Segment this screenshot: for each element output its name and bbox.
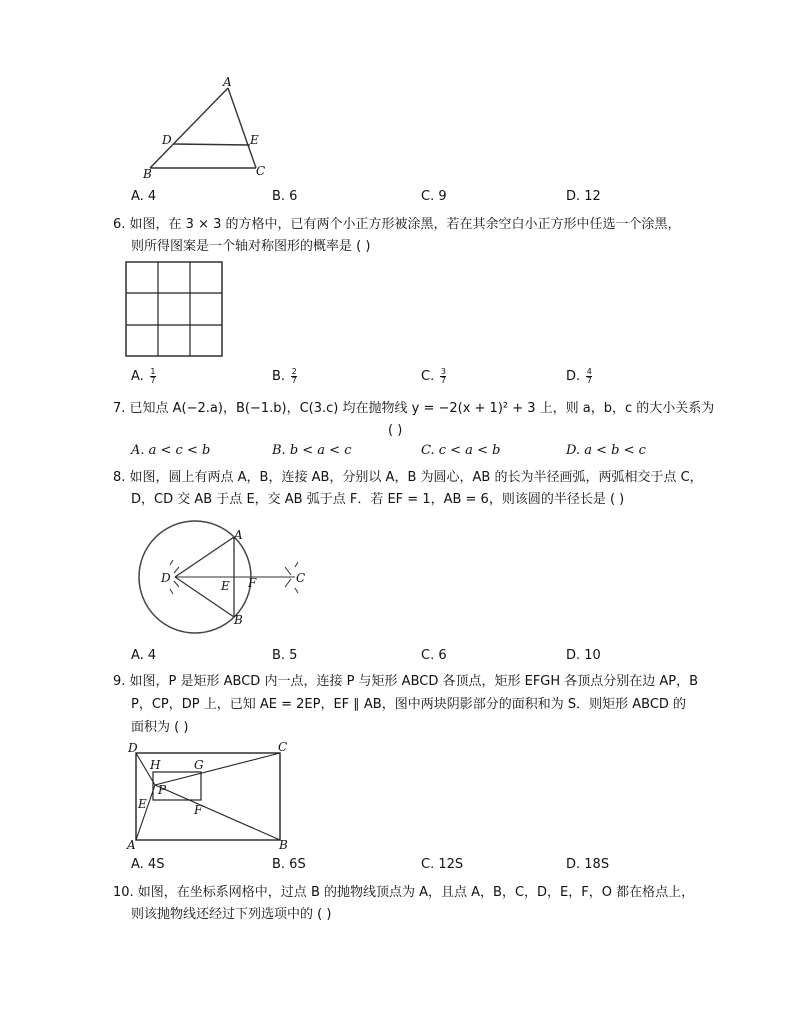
q9-label-p: P	[158, 783, 167, 797]
q6-option-c-den: 7	[440, 376, 446, 385]
q9-text-line2: P，CP，DP 上，已知 AE = 2EP，EF ∥ AB，图中两块阴影部分的面积和为 S．则矩形 ABCD 的	[131, 697, 687, 712]
q9-label-g: G	[194, 758, 204, 772]
q7-answer-paren: ( )	[388, 423, 403, 438]
q7-option-b: B. b < a < c	[272, 443, 352, 458]
q8-text-line1: 8. 如图，圆上有两点 A，B，连接 AB，分别以 A，B 为圆心，AB 的长为半径画弧，两弧相交于点 C，	[113, 470, 703, 485]
q6-option-b-num: 2	[291, 367, 297, 376]
q5-option-d: D. 12	[566, 189, 601, 204]
q5-triangle-figure	[140, 74, 275, 182]
q6-option-a-prefix: A.	[131, 369, 144, 384]
q6-option-b-prefix: B.	[272, 369, 286, 384]
q9-label-b: B	[279, 838, 288, 852]
q6-option-c-num: 3	[440, 367, 446, 376]
q10-text-line1: 10. 如图，在坐标系网格中，过点 B 的抛物线顶点为 A，且点 A，B，C，D，E，F，O 都在格点上，	[113, 885, 695, 900]
q8-option-b: B. 5	[272, 648, 298, 663]
q6-option-d-fraction	[586, 368, 592, 385]
q5-option-a: A. 4	[131, 189, 157, 204]
q5-label-c: C	[256, 164, 266, 178]
q5-label-a: A	[223, 75, 232, 89]
q9-label-f: F	[194, 803, 203, 817]
q9-option-b: B. 6S	[272, 857, 306, 872]
q6-option-a-num: 1	[150, 367, 156, 376]
q9-option-a: A. 4S	[131, 857, 165, 872]
q8-option-a: A. 4	[131, 648, 157, 663]
q6-option-c-fraction	[440, 368, 446, 385]
q7-option-c: C. c < a < b	[421, 443, 501, 458]
q6-option-d-prefix: D.	[566, 369, 581, 384]
q7-option-a: A. a < c < b	[131, 443, 211, 458]
q8-label-d: D	[161, 571, 171, 585]
q6-option-b	[272, 368, 297, 385]
q9-label-c: C	[278, 740, 288, 754]
q6-option-d-num: 4	[586, 367, 592, 376]
q6-option-c-prefix: C.	[421, 369, 435, 384]
q5-option-b: B. 6	[272, 189, 298, 204]
q6-option-d-den: 7	[586, 376, 592, 385]
q9-label-h: H	[150, 758, 161, 772]
q8-option-d: D. 10	[566, 648, 601, 663]
q8-text-line2: D，CD 交 AB 于点 E，交 AB 弧于点 F．若 EF = 1，AB = 6，则该圆的半径长是 ( )	[131, 492, 625, 507]
q9-option-c: C. 12S	[421, 857, 464, 872]
q8-label-b: B	[234, 613, 243, 627]
q9-label-d: D	[128, 741, 138, 755]
q9-label-e: E	[138, 797, 147, 811]
q5-option-c: C. 9	[421, 189, 447, 204]
q5-label-d: D	[162, 133, 172, 147]
q6-text-line2: 则所得图案是一个轴对称图形的概率是 ( )	[131, 239, 371, 254]
q7-text-line1: 7. 已知点 A(−2.a)，B(−1.b)，C(3.c) 均在抛物线 y = −2(x + 1)² + 3 上，则 a，b，c 的大小关系为	[113, 401, 715, 416]
q10-text-line2: 则该抛物线还经过下列选项中的 ( )	[131, 907, 332, 922]
q9-option-d: D. 18S	[566, 857, 610, 872]
q6-option-c	[421, 368, 446, 385]
q6-option-a-fraction	[150, 368, 156, 385]
q5-label-b: B	[143, 167, 152, 181]
q6-option-a-den: 7	[150, 376, 156, 385]
q9-text-line3: 面积为 ( )	[131, 720, 189, 735]
q8-label-a: A	[234, 528, 243, 542]
q6-option-d	[566, 368, 592, 385]
q6-option-b-fraction	[291, 368, 297, 385]
q8-circle-figure	[130, 515, 315, 640]
q6-text-line1: 6. 如图，在 3 × 3 的方格中，已有两个小正方形被涂黑，若在其余空白小正方形中任选一个涂黑，	[113, 217, 681, 232]
q9-text-line1: 9. 如图，P 是矩形 ABCD 内一点，连接 P 与矩形 ABCD 各顶点，矩形 EFGH 各顶点分别在边 AP，B	[113, 674, 699, 689]
q9-rectangle-figure	[125, 740, 295, 852]
q6-option-b-den: 7	[291, 376, 297, 385]
q8-option-c: C. 6	[421, 648, 447, 663]
q7-option-d: D. a < b < c	[566, 443, 646, 458]
q8-label-e: E	[221, 579, 230, 593]
q6-grid-figure	[125, 261, 224, 358]
q5-label-e: E	[250, 133, 259, 147]
q6-option-a	[131, 368, 156, 385]
q8-label-f: F	[248, 576, 257, 590]
q8-label-c: C	[296, 571, 306, 585]
q9-label-a: A	[127, 838, 136, 852]
